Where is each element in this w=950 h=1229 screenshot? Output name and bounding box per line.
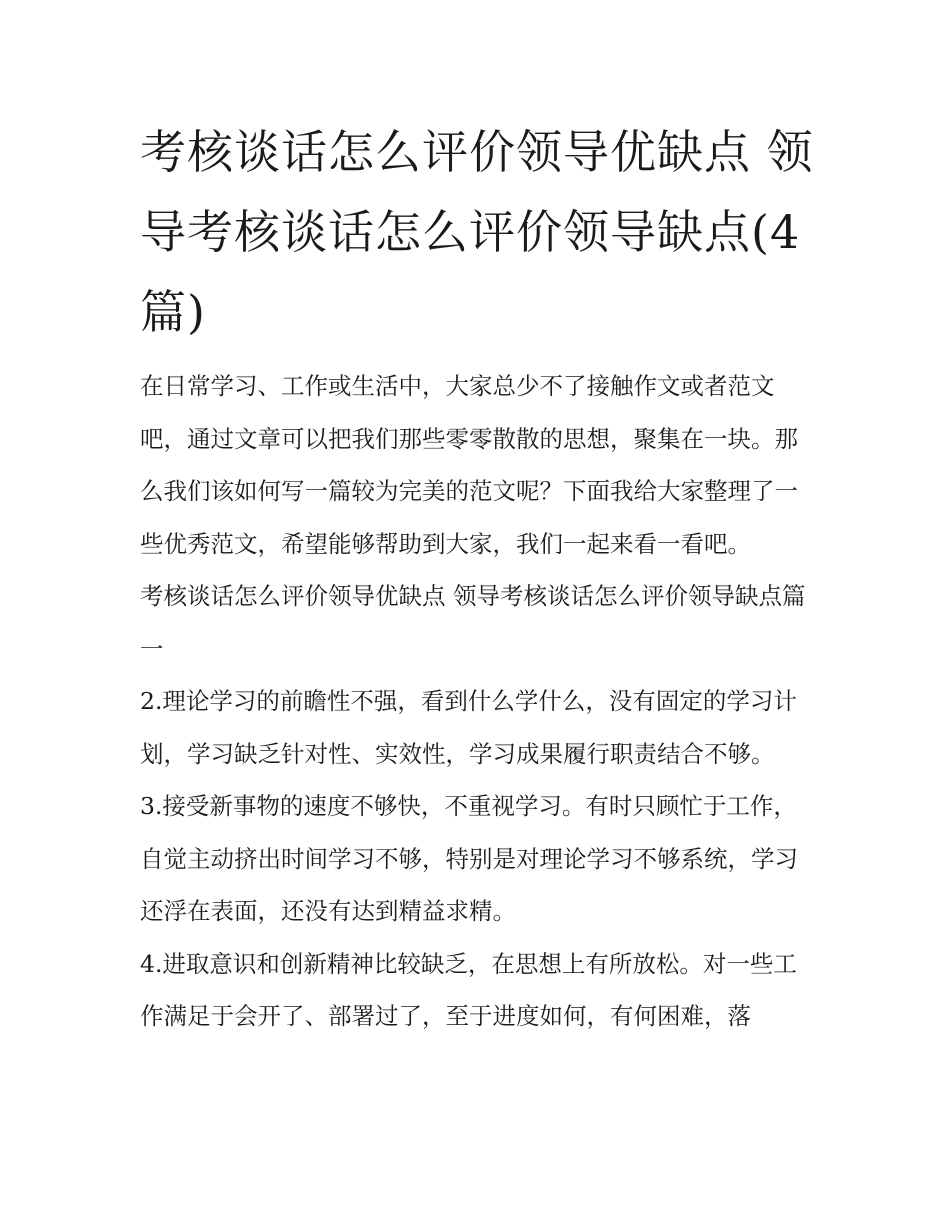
- list-item: 4.进取意识和创新精神比较缺乏，在思想上有所放松。对一些工作满足于会开了、部署过了，至于进度如何，有何困难，落: [140, 949, 797, 1030]
- document-title: 考核谈话怎么评价领导优缺点 领导考核谈话怎么评价领导缺点(4篇): [140, 125, 814, 339]
- intro-paragraph: 在日常学习、工作或生活中，大家总少不了接触作文或者范文吧，通过文章可以把我们那些零零散散的思想，聚集在一块。那么我们该如何写一篇较为完美的范文呢？下面我给大家整理了一些优秀范文，希望能够帮助到大家，我们一起来看一看吧。: [140, 372, 798, 558]
- list-item: 3.接受新事物的速度不够快，不重视学习。有时只顾忙于工作，自觉主动挤出时间学习不够，特别是对理论学习不够系统，学习还浮在表面，还没有达到精益求精。: [140, 792, 798, 925]
- list-item: 2.理论学习的前瞻性不强，看到什么学什么，没有固定的学习计划，学习缺乏针对性、实效性，学习成果履行职责结合不够。: [140, 687, 797, 768]
- document-page: [140, 112, 820, 1043]
- section-heading: 考核谈话怎么评价领导优缺点 领导考核谈话怎么评价领导缺点篇一: [140, 582, 806, 663]
